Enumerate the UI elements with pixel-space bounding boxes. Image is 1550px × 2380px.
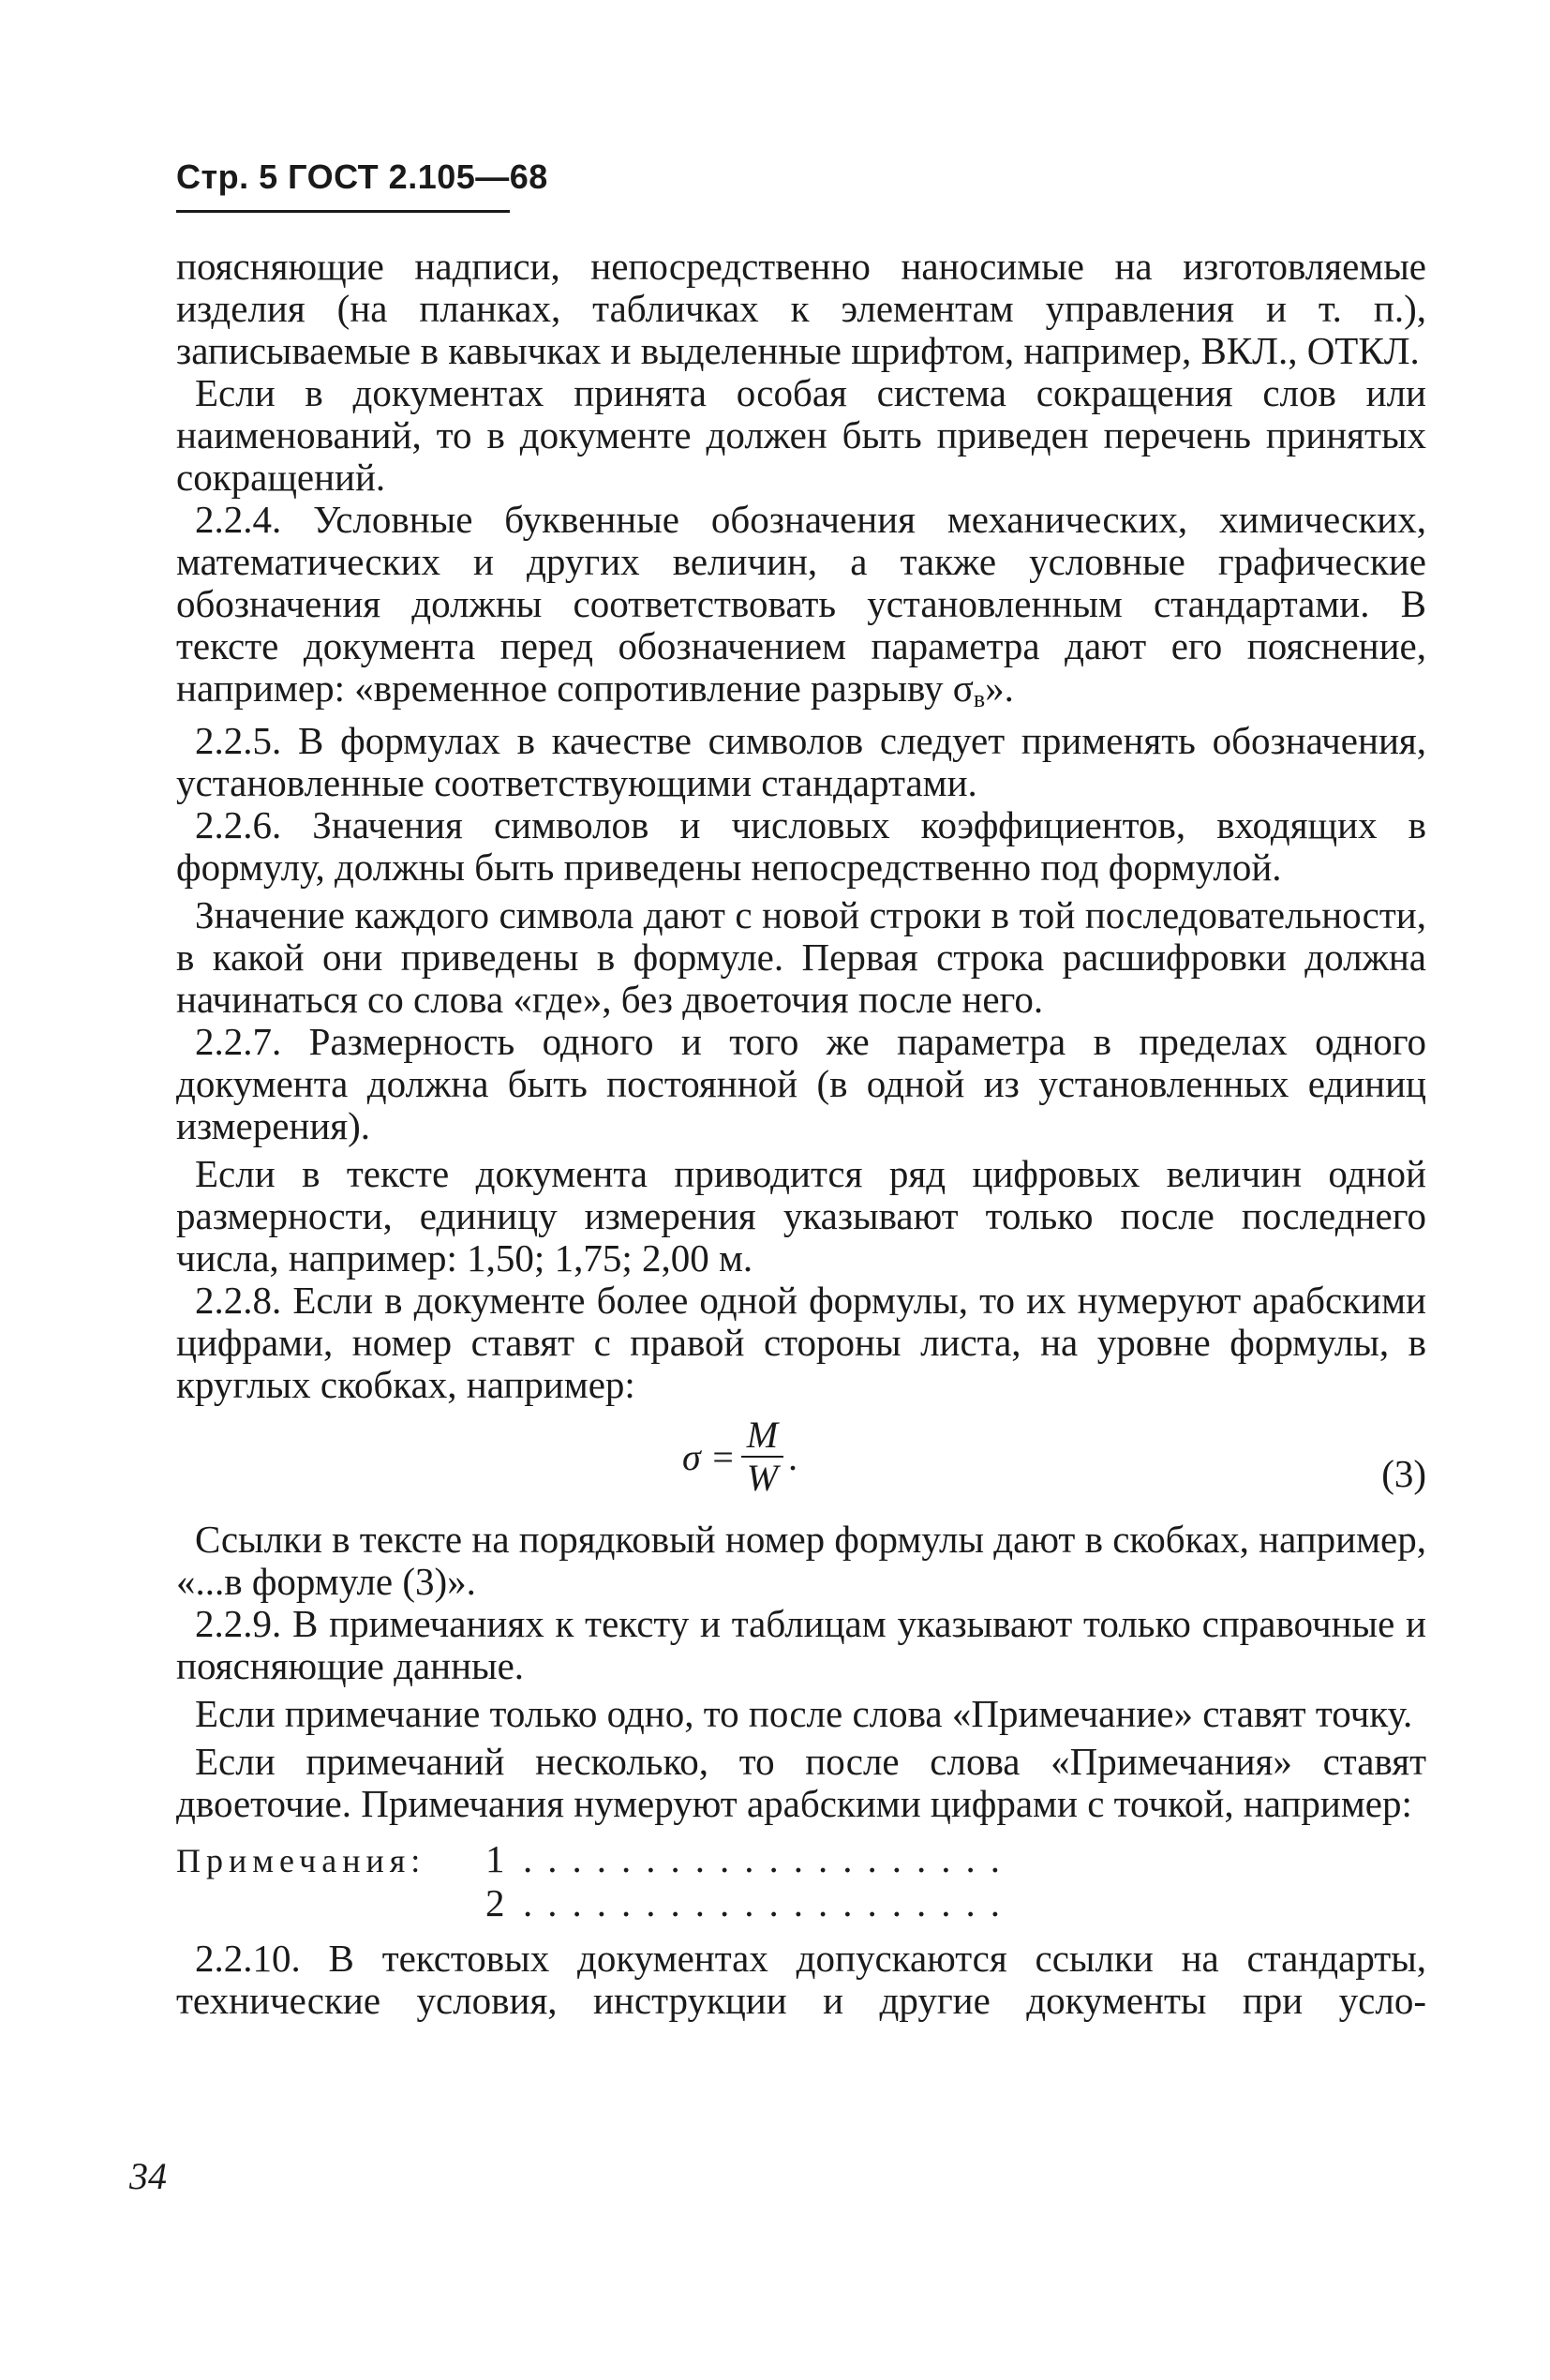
formula-denominator: W: [746, 1457, 779, 1499]
paragraph: 2.2.6. Значения символов и числовых коэффициентов, входящих в формулу, должны быть приведены непосредственно под формулой.: [176, 803, 1426, 889]
notes-item-number: 2: [485, 1881, 505, 1924]
notes-example-row-1: [176, 1838, 1426, 1882]
paragraph-text: 2.2.4. Условные буквенные обозначения механических, химических, математических и других величин, а также условные графические обозначения должны соответствовать установленным стандартами. В тексте документа перед обозначением параметра дают его пояснение, например: «временное сопротивление разрыву σ: [176, 498, 1426, 710]
paragraph: 2.2.10. В текстовых документах допускаются ссылки на стандарты, технические условия, инструкции и другие документы при усло-: [176, 1937, 1426, 2022]
paragraph: [176, 499, 1426, 720]
subscript: в: [973, 685, 986, 712]
paragraph-text: ».: [985, 666, 1014, 710]
leader-dots: ....................: [523, 1838, 1015, 1880]
paragraph: поясняющие надписи, непосредственно наносимые на изготовляемые изделия (на планках, табличках к элементам управления и т. п.), записываемые в кавычках и выделенные шрифтом, например, ВКЛ., ОТКЛ.: [176, 245, 1426, 372]
formula: [682, 1410, 798, 1504]
paragraph: 2.2.9. В примечаниях к тексту и таблицам указывают только справочные и поясняющие данные.: [176, 1602, 1426, 1687]
paragraph: Если примечаний несколько, то после слова «Примечания» ставят двоеточие. Примечания нумеруют арабскими цифрами с точкой, например:: [176, 1740, 1426, 1825]
formula-number: (3): [1381, 1452, 1426, 1495]
header-rule: [176, 210, 510, 213]
formula-lhs: σ =: [682, 1435, 736, 1478]
paragraph: Если примечание только одно, то после слова «Примечание» ставят точку.: [195, 1692, 1413, 1735]
paragraph: 2.2.5. В формулах в качестве символов следует применять обозначения, установленные соответствующими стандартами.: [176, 719, 1426, 804]
formula-block: [176, 1410, 1426, 1513]
notes-label: Примечания:: [176, 1842, 426, 1879]
leader-dots: ....................: [523, 1882, 1015, 1924]
formula-suffix: .: [789, 1435, 799, 1478]
paragraph: 2.2.7. Размерность одного и того же параметра в пределах одного документа должна быть постоянной (в одной из установленных единиц измерения).: [176, 1020, 1426, 1147]
paragraph: Если в документах принята особая система сокращения слов или наименований, то в документе должен быть приведен перечень принятых сокращений.: [176, 371, 1426, 499]
notes-item-number: 1: [485, 1837, 505, 1880]
formula-fraction: [741, 1415, 783, 1499]
paragraph: Значение каждого символа дают с новой строки в той последовательности, в какой они приведены в формуле. Первая строка расшифровки должна начинаться со слова «где», без двоеточия после него.: [176, 893, 1426, 1021]
formula-numerator: M: [741, 1415, 783, 1458]
paragraph: 2.2.8. Если в документе более одной формулы, то их нумеруют арабскими цифрами, номер ставят с правой стороны листа, на уровне формулы, в круглых скобках, например:: [176, 1279, 1426, 1406]
notes-example-row-2: [176, 1882, 1426, 1924]
page-number: 34: [129, 2155, 167, 2197]
paragraph: Если в тексте документа приводится ряд цифровых величин одной размерности, единицу измерения указывают только после последнего числа, например: 1,50; 1,75; 2,00 м.: [176, 1152, 1426, 1280]
paragraph: Ссылки в тексте на порядковый номер формулы дают в скобках, например, «...в формуле (3)».: [176, 1518, 1426, 1603]
page-header: Стр. 5 ГОСТ 2.105—68: [176, 157, 548, 196]
body-text: [176, 246, 1426, 2022]
